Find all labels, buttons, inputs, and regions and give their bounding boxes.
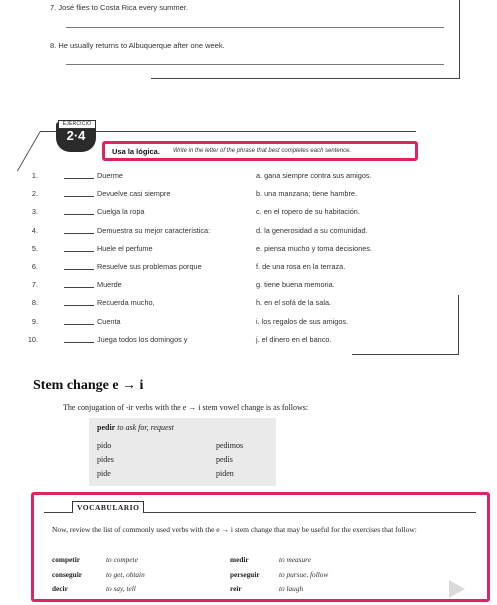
vocab-verb: perseguir [230,570,260,579]
item-number: 10. [27,335,38,344]
vocab-definition: to say, tell [106,584,136,593]
answer-blank[interactable] [64,279,94,288]
item-sentence: Huele el perfume [97,244,153,253]
answer-line-8[interactable] [66,64,444,65]
item-number: 4. [31,226,38,235]
conj-cell: pido [97,441,112,450]
item-option: e. piensa mucho y toma decisiones. [256,244,373,253]
item-sentence: Recuerda mucho, [97,298,155,307]
item-sentence: Resuelve sus problemas porque [97,262,202,271]
item-number: 2. [31,189,38,198]
exercise-frame-right [458,295,459,355]
answer-blank[interactable] [64,334,94,343]
exercise-instruction: Write in the letter of the phrase that best completes each sentence. [173,148,352,154]
answer-blank[interactable] [64,316,94,325]
answer-line-7[interactable] [66,27,444,28]
conj-cell: piden [216,469,234,478]
vocab-definition: to laugh [279,584,304,593]
answer-blank[interactable] [64,225,94,234]
item-sentence: Juega todos los domingos y [97,335,188,344]
answer-blank[interactable] [64,170,94,179]
exercise-heading: Usa la lógica. [112,147,160,156]
exercise-frame-top-left [40,131,56,132]
answer-blank[interactable] [64,188,94,197]
vocab-definition: to get, obtain [106,570,145,579]
item-option: c. en el ropero de su habitación. [256,207,360,216]
exercise-frame-bottom [352,354,459,355]
page-border-top [459,0,460,79]
vocab-definition: to pursue, follow [279,570,329,579]
exercise-badge-label: EJERCICIO [58,120,96,129]
item-option: g. tiene buena memoria. [256,280,335,289]
item-sentence: Demuestra su mejor característica: [97,226,211,235]
vocabulary-intro: Now, review the list of commonly used verbs with the e → i stem change that may be useful for the exercises that follow: [52,525,417,534]
conj-cell: pedimos [216,441,244,450]
vocab-verb: decir [52,584,68,593]
exercise-frame-top [96,131,416,132]
vocabulary-title: VOCABULARIO [72,501,144,513]
item-option: f. de una rosa en la terraza. [256,262,346,271]
item-number: 8. [31,298,38,307]
answer-blank[interactable] [64,297,94,306]
item-sentence: Cuelga la ropa [97,207,145,216]
item-sentence: Muerde [97,280,122,289]
item-option: d. la generosidad a su comunidad. [256,226,368,235]
vocab-verb: competir [52,555,80,564]
vocab-verb: conseguir [52,570,82,579]
answer-blank[interactable] [64,206,94,215]
question-8: 8. He usually returns to Albuquerque after one week. [50,41,225,50]
conj-cell: pide [97,469,111,478]
vocab-verb: reír [230,584,242,593]
answer-blank[interactable] [64,243,94,252]
conjugation-meaning: to ask for, request [117,423,174,432]
item-sentence: Devuelve casi siempre [97,189,171,198]
conjugation-verb: pedir [97,423,116,432]
item-option: i. los regalos de sus amigos. [256,317,349,326]
section-title: Stem change e → i [33,378,144,393]
vocab-definition: to compete [106,555,138,564]
item-number: 9. [31,317,38,326]
conjugation-heading [97,423,174,432]
item-number: 1. [31,171,38,180]
question-7: 7. José flies to Costa Rica every summer. [50,3,188,12]
exercise-frame-diagonal [17,131,41,171]
item-number: 5. [31,244,38,253]
conj-cell: pedís [216,455,233,464]
item-number: 6. [31,262,38,271]
conj-cell: pides [97,455,114,464]
page-border-top-bottom [151,78,460,79]
exercise-number: 2·4 [66,128,86,143]
vocab-verb: medir [230,555,249,564]
item-option: a. gana siempre contra sus amigos. [256,171,372,180]
item-sentence: Duerme [97,171,123,180]
item-option: h. en el sofá de la sala. [256,298,332,307]
item-number: 3. [31,207,38,216]
answer-blank[interactable] [64,261,94,270]
section-description: The conjugation of -ir verbs with the e → i stem vowel change is as follows: [63,403,309,412]
play-icon[interactable] [449,580,465,598]
item-option: j. el dinero en el banco. [256,335,332,344]
vocab-definition: to measure [279,555,311,564]
item-number: 7. [31,280,38,289]
item-sentence: Cuenta [97,317,121,326]
item-option: b. una manzana; tiene hambre. [256,189,358,198]
